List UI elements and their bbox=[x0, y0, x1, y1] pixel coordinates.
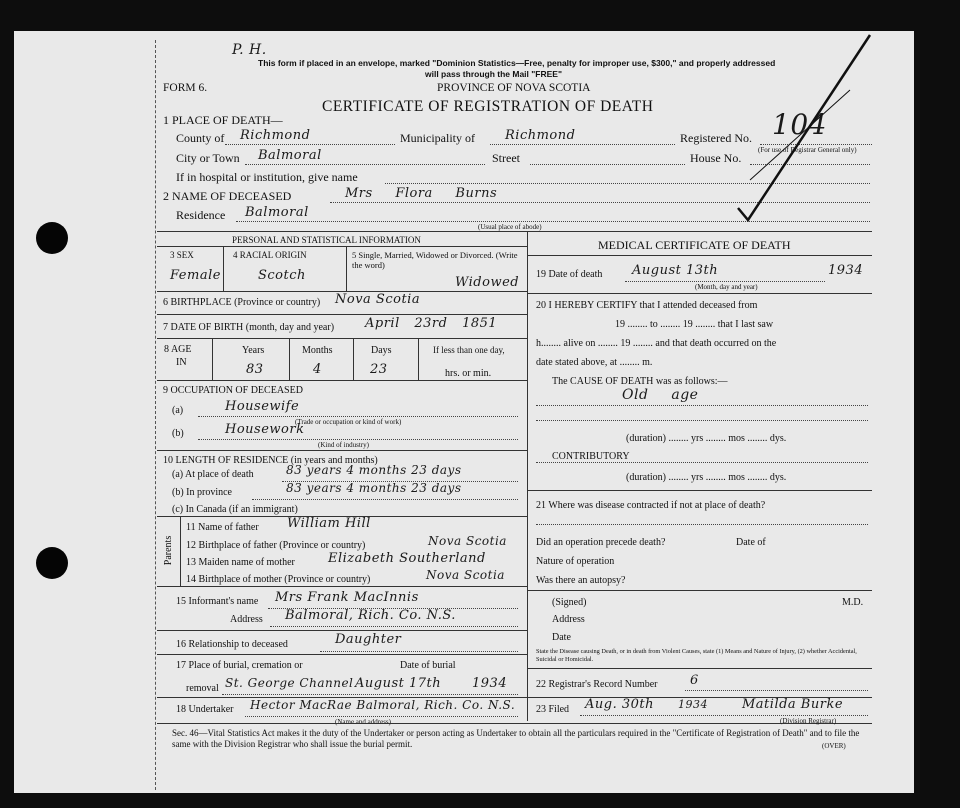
occupation-a-value: Housewife bbox=[225, 399, 300, 414]
hospital-label: If in hospital or institution, give name bbox=[176, 170, 358, 184]
residence-a-value: 83 years 4 months 23 days bbox=[286, 463, 462, 477]
informant-address-label: Address bbox=[230, 614, 263, 625]
occupation-a-note: (Trade or occupation or kind of work) bbox=[295, 418, 402, 426]
occupation-heading: 9 OCCUPATION OF DECEASED bbox=[163, 385, 303, 396]
father-bp-value: Nova Scotia bbox=[428, 534, 507, 548]
burial-date-label: Date of burial bbox=[400, 660, 456, 671]
mail-note-1: This form if placed in an envelope, marked "Dominion Statistics—Free, penalty for improper use, $300," and properly addressed bbox=[258, 58, 776, 68]
mother-bp-value: Nova Scotia bbox=[426, 568, 505, 582]
registrar-note: (Division Registrar) bbox=[780, 717, 837, 725]
medical-date-label: Date bbox=[552, 632, 571, 643]
mail-note-2: will pass through the Mail "FREE" bbox=[425, 69, 562, 79]
duration-row-2: (duration) ........ yrs ........ mos ........ dys. bbox=[626, 472, 787, 483]
page-title: CERTIFICATE OF REGISTRATION OF DEATH bbox=[322, 98, 654, 115]
name-label: 2 NAME OF DECEASED bbox=[163, 189, 292, 203]
occupation-a-label: (a) bbox=[172, 405, 184, 416]
mother-label: 13 Maiden name of mother bbox=[186, 557, 295, 568]
cause-value: Old age bbox=[622, 387, 699, 403]
nature-label: Nature of operation bbox=[536, 556, 615, 567]
death-date-label: 19 Date of death bbox=[536, 269, 603, 280]
place-heading: 1 PLACE OF DEATH— bbox=[163, 113, 283, 127]
informant-address: Balmoral, Rich. Co. N.S. bbox=[285, 608, 456, 623]
autopsy-label: Was there an autopsy? bbox=[536, 575, 626, 586]
footer-over: (OVER) bbox=[822, 742, 846, 750]
occupation-b-note: (Kind of industry) bbox=[318, 441, 369, 449]
registrar-name: Matilda Burke bbox=[742, 697, 844, 712]
death-date-note: (Month, day and year) bbox=[695, 283, 758, 291]
county-value: Richmond bbox=[240, 128, 311, 143]
days-label: Days bbox=[371, 345, 392, 356]
margin-instructions bbox=[0, 20, 110, 700]
medical-address-label: Address bbox=[552, 614, 585, 625]
mother-bp-label: 14 Birthplace of mother (Province or country) bbox=[186, 574, 371, 585]
marital-value: Widowed bbox=[455, 275, 520, 290]
burial-year: 1934 bbox=[472, 676, 508, 691]
deceased-name: Mrs Flora Burns bbox=[345, 186, 498, 201]
street-label: Street bbox=[492, 151, 520, 165]
death-date: August 13th bbox=[632, 263, 719, 278]
medical-heading: MEDICAL CERTIFICATE OF DEATH bbox=[598, 238, 791, 252]
marital-label: 5 Single, Married, Widowed or Divorced. (Write the word) bbox=[352, 250, 518, 270]
informant-name: Mrs Frank MacInnis bbox=[275, 590, 419, 605]
birthplace-value: Nova Scotia bbox=[335, 292, 421, 307]
residence-length-heading: 10 LENGTH OF RESIDENCE (in years and months) bbox=[163, 455, 378, 466]
hrs-min-label: hrs. or min. bbox=[445, 368, 492, 379]
age-label: 8 AGE bbox=[164, 344, 192, 355]
margin-rule bbox=[155, 40, 156, 790]
record-value: 6 bbox=[690, 673, 699, 688]
burial-place: St. George Channel bbox=[225, 676, 354, 690]
occupation-b-value: Housework bbox=[225, 422, 305, 437]
certify-line2: 19 ........ to ........ 19 ........ that I last saw bbox=[615, 319, 774, 330]
racial-value: Scotch bbox=[258, 268, 306, 283]
ph-note: P. H. bbox=[232, 42, 267, 58]
municipality-value: Richmond bbox=[505, 128, 576, 143]
residence-c-label: (c) In Canada (if an immigrant) bbox=[172, 504, 298, 515]
burial-label: 17 Place of burial, cremation or bbox=[176, 660, 303, 671]
violent-note: State the Disease causing Death, or in death from Violent Causes, state (1) Means and Nature of Injury, (2) whether Accidental, Suicidal or Homicidal. bbox=[536, 648, 857, 663]
province: PROVINCE OF NOVA SCOTIA bbox=[437, 82, 591, 94]
months-label: Months bbox=[302, 345, 333, 356]
personal-heading: PERSONAL AND STATISTICAL INFORMATION bbox=[232, 235, 421, 245]
certify-label: 20 I HEREBY CERTIFY that I attended deceased from bbox=[536, 300, 758, 311]
death-year: 1934 bbox=[828, 263, 864, 278]
municipality-label: Municipality of bbox=[400, 131, 475, 145]
contributory-label: CONTRIBUTORY bbox=[552, 451, 630, 462]
undertaker-label: 18 Undertaker bbox=[176, 704, 234, 715]
form-number: FORM 6. bbox=[163, 82, 208, 94]
residence-a-label: (a) At place of death bbox=[172, 469, 254, 480]
father-value: William Hill bbox=[287, 516, 371, 531]
operation-date-label: Date of bbox=[736, 537, 766, 548]
burial-date: August 17th bbox=[355, 676, 442, 691]
registered-number: 104 bbox=[772, 108, 827, 141]
undertaker-value: Hector MacRae Balmoral, Rich. Co. N.S. bbox=[250, 698, 516, 712]
undertaker-note: (Name and address) bbox=[335, 718, 391, 726]
residence-b-value: 83 years 4 months 23 days bbox=[286, 481, 462, 495]
house-label: House No. bbox=[690, 151, 742, 165]
sex-label: 3 SEX bbox=[170, 250, 194, 260]
mother-value: Elizabeth Southerland bbox=[328, 551, 486, 566]
residence-note: (Usual place of abode) bbox=[478, 223, 542, 231]
signed-label: (Signed) bbox=[552, 597, 587, 608]
residence-value: Balmoral bbox=[245, 205, 309, 220]
residence-label: Residence bbox=[176, 208, 226, 222]
registered-label: Registered No. bbox=[680, 131, 752, 145]
registered-note: (For use of Registrar General only) bbox=[758, 146, 857, 154]
contracted-label: 21 Where was disease contracted if not at place of death? bbox=[536, 500, 766, 511]
city-label: City or Town bbox=[176, 151, 240, 165]
check-mark bbox=[730, 30, 880, 225]
record-label: 22 Registrar's Record Number bbox=[536, 679, 658, 690]
certify-line3: h........ alive on ........ 19 ........ and that death occurred on the bbox=[536, 338, 777, 349]
relationship-label: 16 Relationship to deceased bbox=[176, 639, 288, 650]
filed-label: 23 Filed bbox=[536, 704, 570, 715]
cause-label: The CAUSE OF DEATH was as follows:— bbox=[552, 376, 728, 387]
filed-year: 1934 bbox=[678, 698, 708, 711]
burial-removal-label: removal bbox=[186, 683, 219, 694]
footer-text: Sec. 46—Vital Statistics Act makes it the duty of the Undertaker or person acting as Undertaker to obtain all the particulars required in the "Certificate of Registration of Death" and to file the same with the Division Registrar who shall issue the burial permit. bbox=[172, 728, 860, 749]
informant-label: 15 Informant's name bbox=[176, 596, 259, 607]
relationship-value: Daughter bbox=[335, 632, 402, 647]
months-value: 4 bbox=[313, 362, 322, 377]
county-label: County of bbox=[176, 131, 225, 145]
racial-label: 4 RACIAL ORIGIN bbox=[233, 250, 307, 260]
md-label: M.D. bbox=[842, 597, 864, 608]
days-value: 23 bbox=[370, 362, 388, 377]
age-label-in: IN bbox=[176, 357, 187, 368]
years-label: Years bbox=[242, 345, 265, 356]
certify-line4: date stated above, at ........ m. bbox=[536, 357, 653, 368]
father-label: 11 Name of father bbox=[186, 522, 259, 533]
duration-row-1: (duration) ........ yrs ........ mos ........ dys. bbox=[626, 433, 787, 444]
filed-date: Aug. 30th bbox=[585, 697, 654, 712]
dob-value: April 23rd 1851 bbox=[365, 316, 498, 331]
residence-b-label: (b) In province bbox=[172, 487, 232, 498]
parents-label: Parents bbox=[163, 535, 175, 566]
operation-label: Did an operation precede death? bbox=[536, 537, 666, 548]
father-bp-label: 12 Birthplace of father (Province or country) bbox=[186, 540, 366, 551]
occupation-b-label: (b) bbox=[172, 428, 184, 439]
years-value: 83 bbox=[246, 362, 264, 377]
sex-value: Female bbox=[170, 268, 221, 283]
dob-label: 7 DATE OF BIRTH (month, day and year) bbox=[163, 322, 335, 333]
birthplace-label: 6 BIRTHPLACE (Province or country) bbox=[163, 297, 321, 308]
less-than-day-label: If less than one day, bbox=[433, 345, 505, 355]
city-value: Balmoral bbox=[258, 148, 322, 163]
